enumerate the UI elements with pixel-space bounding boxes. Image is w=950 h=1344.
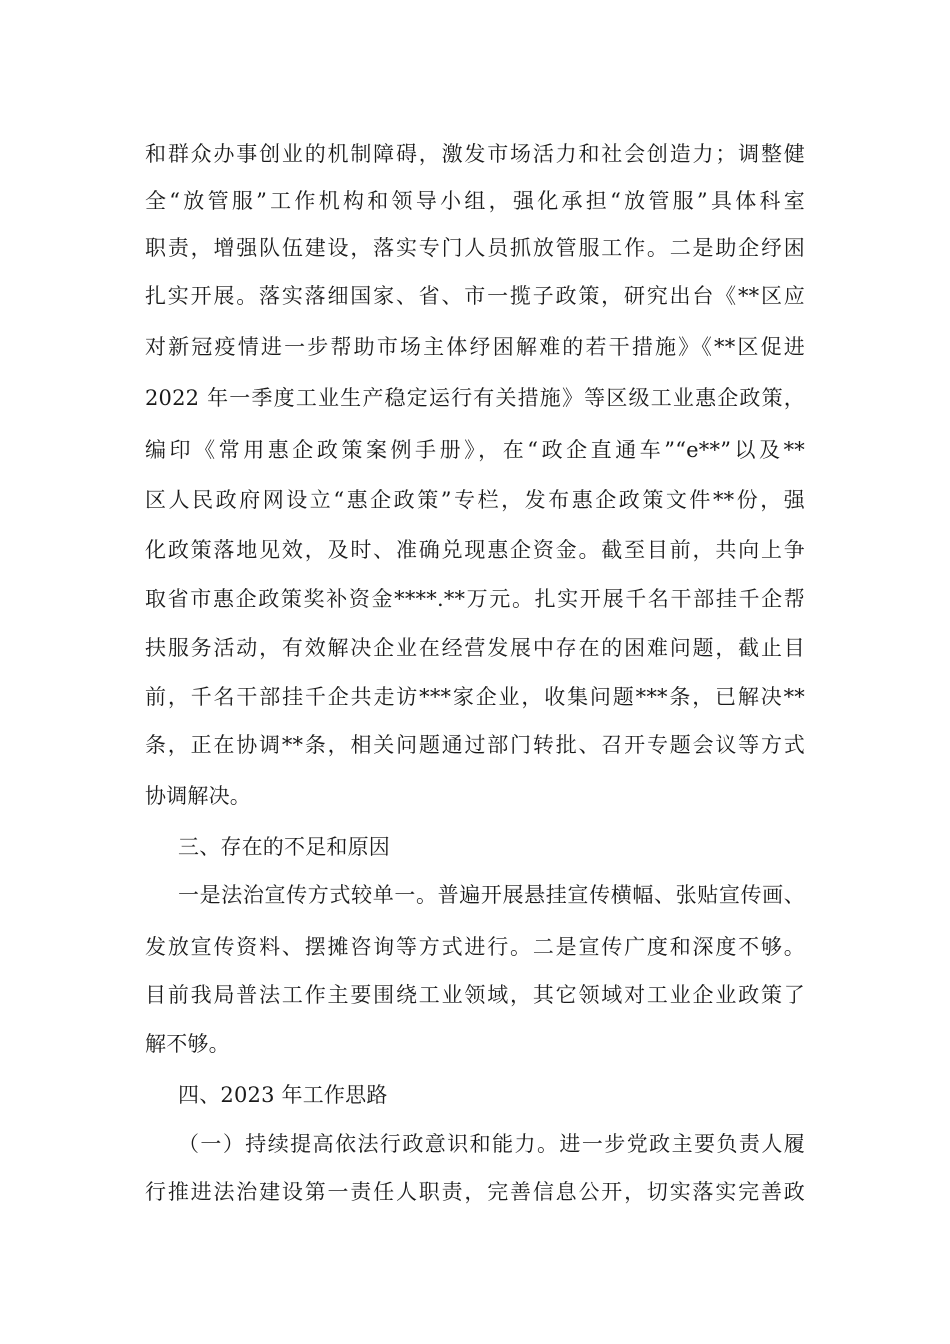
section-heading: 四、2023 年工作思路 [178, 1083, 388, 1107]
text-line: 取省市惠企政策奖补资金****.**万元。扎实开展千名干部挂千企帮 [145, 587, 805, 611]
text-line: 区人民政府网设立“惠企政策”专栏，发布惠企政策文件**份，强 [145, 488, 805, 512]
text-line: 前，千名干部挂千企共走访***家企业，收集问题***条，已解决** [145, 685, 805, 709]
text-line: 对新冠疫情进一步帮助市场主体纾困解难的若干措施》《**区促进 [145, 335, 805, 359]
text-line: 条，正在协调**条，相关问题通过部门转批、召开专题会议等方式 [145, 733, 805, 757]
text-line: 扶服务活动，有效解决企业在经营发展中存在的困难问题，截止目 [145, 636, 805, 660]
text-line: 全“放管服”工作机构和领导小组，强化承担“放管服”具体科室 [145, 189, 805, 213]
text-line: 和群众办事创业的机制障碍，激发市场活力和社会创造力；调整健 [145, 142, 805, 166]
text-line: 扎实开展。落实落细国家、省、市一揽子政策，研究出台《**区应 [145, 284, 805, 308]
text-line: 发放宣传资料、摆摊咨询等方式进行。二是宣传广度和深度不够。 [145, 935, 805, 959]
text-line: 一是法治宣传方式较单一。普遍开展悬挂宣传横幅、张贴宣传画、 [178, 883, 805, 907]
text-line: 协调解决。 [145, 784, 251, 808]
text-line: 目前我局普法工作主要围绕工业领域，其它领域对工业企业政策了 [145, 983, 805, 1007]
text-line: 行推进法治建设第一责任人职责，完善信息公开，切实落实完善政 [145, 1180, 805, 1204]
text-line: 解不够。 [145, 1032, 230, 1056]
text-line: 编印《常用惠企政策案例手册》，在“政企直通车”“e**”以及** [145, 438, 805, 462]
section-heading: 三、存在的不足和原因 [178, 835, 390, 859]
text-line: （一）持续提高依法行政意识和能力。进一步党政主要负责人履 [178, 1132, 805, 1156]
text-line: 职责，增强队伍建设，落实专门人员抓放管服工作。二是助企纾困 [145, 236, 805, 260]
text-line: 化政策落地见效，及时、准确兑现惠企资金。截至目前，共向上争 [145, 538, 805, 562]
text-line: 2022 年一季度工业生产稳定运行有关措施》等区级工业惠企政策， [145, 386, 805, 410]
